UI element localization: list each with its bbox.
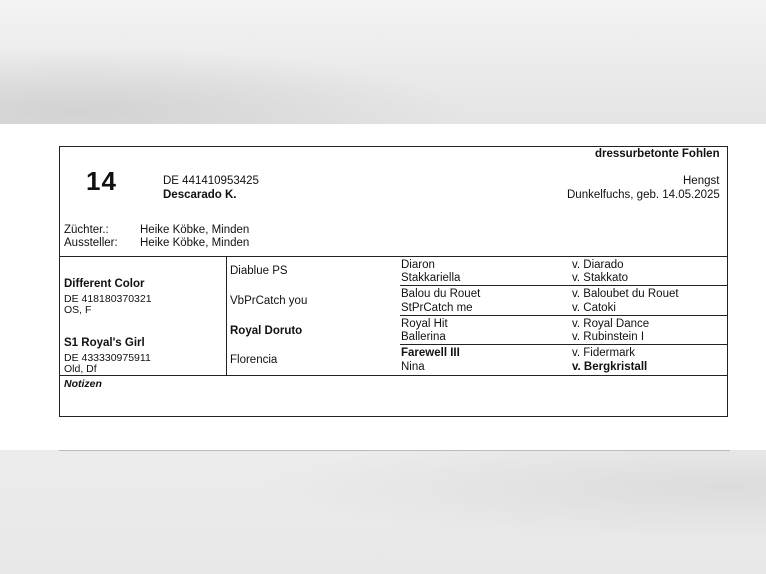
exhibitor-label: Aussteller:	[64, 237, 118, 249]
pedigree-gen2: Royal Doruto	[230, 325, 303, 337]
sire-info: OS, F	[64, 304, 92, 316]
notes-label: Notizen	[64, 378, 102, 390]
pedigree-gen4: v. Fidermark	[572, 347, 636, 359]
pedigree-col-line	[226, 256, 227, 375]
pedigree-gen4: v. Stakkato	[572, 272, 629, 284]
sire-reg: DE 418180370321	[64, 293, 152, 305]
background-top	[0, 0, 766, 124]
pedigree-gen2: VbPrCatch you	[230, 295, 308, 307]
dam-info: Old, Df	[64, 363, 97, 375]
horse-sex: Hengst	[683, 175, 720, 187]
category-label: dressurbetonte Fohlen	[595, 148, 720, 160]
pedigree-gen4: v. Baloubet du Rouet	[572, 288, 679, 300]
pedigree-gen2: Diablue PS	[230, 265, 288, 277]
pedigree-gen3: Farewell III	[401, 347, 460, 359]
dam-reg: DE 433330975911	[64, 352, 151, 364]
breeder-label: Züchter.:	[64, 224, 109, 236]
header-divider	[60, 256, 728, 257]
pedigree-row-line	[400, 285, 728, 286]
pedigree-gen2: Florencia	[230, 354, 278, 366]
pedigree-gen4: v. Rubinstein I	[572, 331, 645, 343]
catalog-number: 14	[86, 166, 117, 196]
pedigree-row-line	[400, 344, 728, 345]
pedigree-divider	[60, 375, 728, 376]
pedigree-gen3: Ballerina	[401, 331, 446, 343]
pedigree-gen3: Diaron	[401, 259, 435, 271]
pedigree-gen3: StPrCatch me	[401, 302, 473, 314]
pedigree-gen3: Nina	[401, 361, 425, 373]
pedigree-gen4: v. Royal Dance	[572, 318, 650, 330]
divider	[59, 450, 730, 451]
pedigree-gen4: v. Diarado	[572, 259, 624, 271]
color-birthdate: Dunkelfuchs, geb. 14.05.2025	[567, 189, 720, 201]
pedigree-gen3: Balou du Rouet	[401, 288, 481, 300]
pedigree-gen3: Stakkariella	[401, 272, 461, 284]
pedigree-gen4: v. Bergkristall	[572, 361, 648, 373]
pedigree-gen3: Royal Hit	[401, 318, 448, 330]
background-bottom	[0, 450, 766, 574]
horse-name: Descarado K.	[163, 189, 237, 201]
pedigree-gen4: v. Catoki	[572, 302, 616, 314]
dam-name: S1 Royal's Girl	[64, 337, 145, 349]
exhibitor-value: Heike Köbke, Minden	[140, 237, 250, 249]
breeder-value: Heike Köbke, Minden	[140, 224, 250, 236]
catalog-entry	[59, 146, 728, 417]
sire-name: Different Color	[64, 278, 145, 290]
pedigree-row-line	[400, 315, 728, 316]
registration-number: DE 441410953425	[163, 175, 259, 187]
